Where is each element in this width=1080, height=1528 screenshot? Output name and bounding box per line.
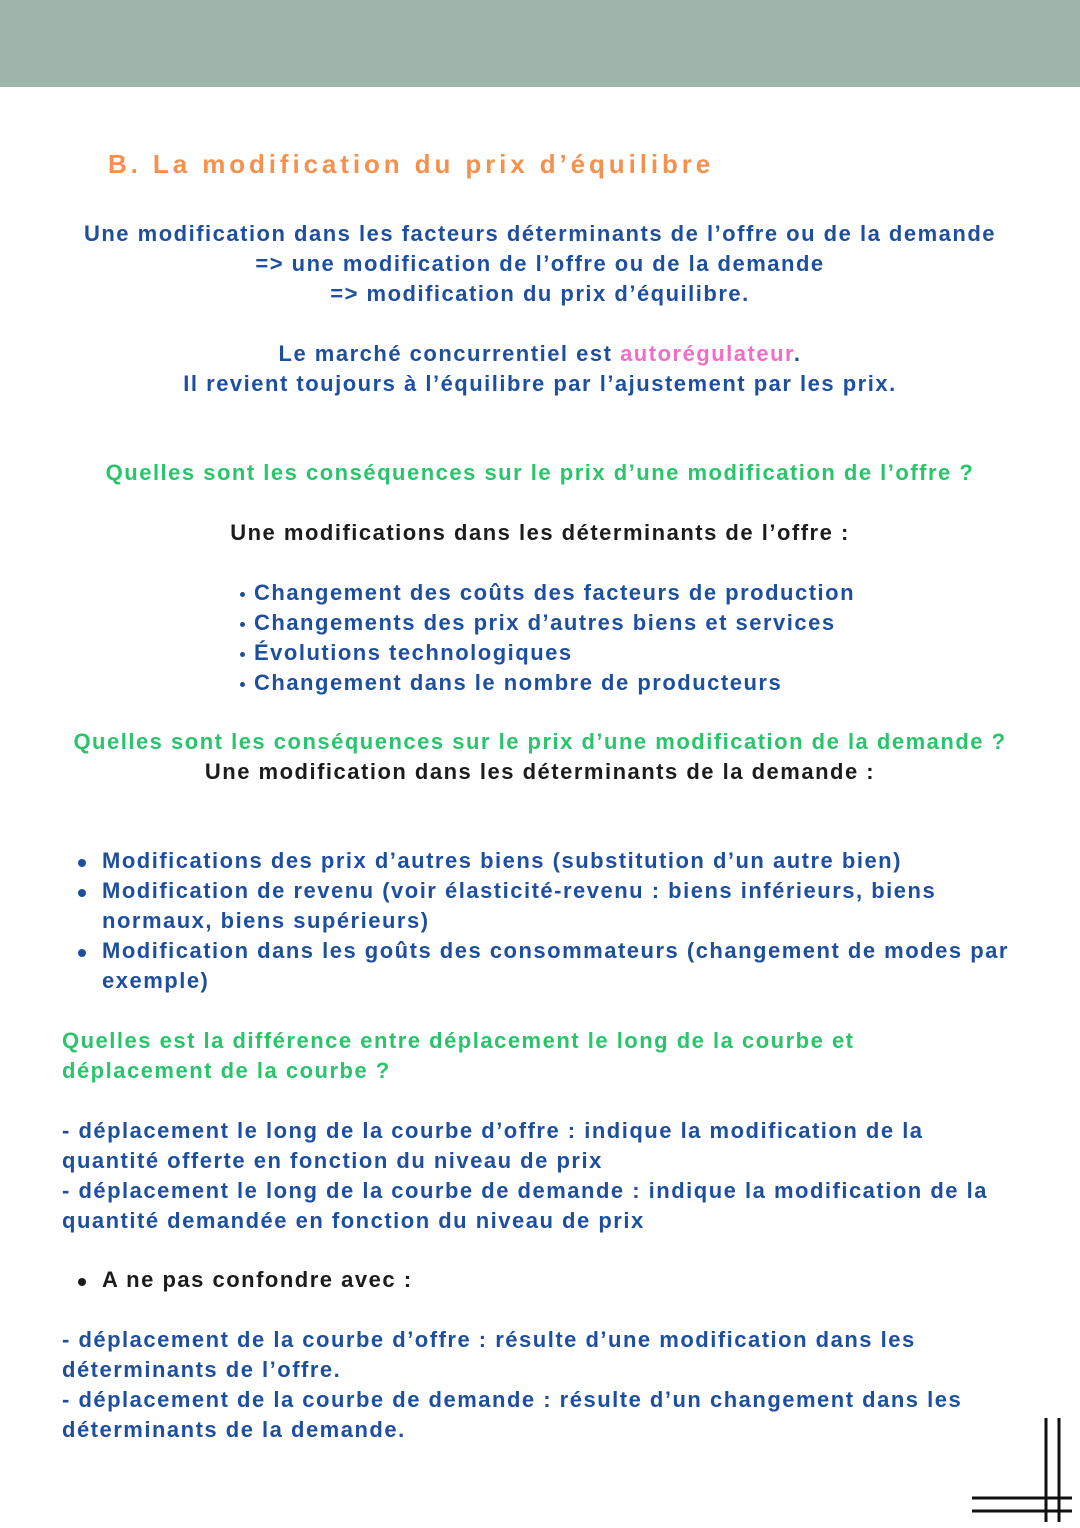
question-line: déplacement de la courbe ? [62, 1058, 391, 1083]
bullet-icon [78, 859, 86, 867]
demand-question: Quelles sont les conséquences sur le prix d’une modification de la demande ? [73, 729, 1007, 754]
section-heading: B. La modification du prix d’équilibre [108, 149, 715, 179]
highlight-term: autorégulateur [620, 341, 794, 366]
along-line: quantité demandée en fonction du niveau de prix [62, 1208, 645, 1233]
bullet-icon [240, 652, 245, 657]
shift-line: déterminants de la demande. [62, 1417, 406, 1442]
list-item-text: normaux, biens supérieurs) [102, 908, 430, 933]
question-line: Quelles est la différence entre déplacement le long de la courbe et [62, 1028, 855, 1053]
market-suffix: . [793, 341, 802, 366]
market-line-2: Il revient toujours à l’équilibre par l’ajustement par les prix. [183, 371, 897, 396]
along-curve-paragraph [62, 1116, 1052, 1236]
supply-question: Quelles sont les conséquences sur le prix d’une modification de l’offre ? [105, 460, 975, 485]
supply-determinants-list [238, 578, 1058, 698]
list-item-text: Modifications des prix d’autres biens (substitution d’un autre bien) [102, 848, 902, 873]
list-item-text: Modification dans les goûts des consommateurs (changement de modes par [102, 938, 1009, 963]
list-item [62, 1265, 1052, 1295]
shift-line: - déplacement de la courbe de demande : résulte d’un changement dans les [62, 1387, 963, 1412]
bullet-icon [240, 622, 245, 627]
bullet-icon [78, 1278, 86, 1286]
difference-question [62, 1026, 1052, 1086]
list-item [62, 846, 1052, 876]
curve-shift-paragraph [62, 1325, 1052, 1445]
list-item-text: Changement des coûts des facteurs de production [254, 580, 856, 605]
list-item-text: Changement dans le nombre de producteurs [254, 670, 783, 695]
list-item [62, 936, 1052, 996]
list-item [238, 638, 1058, 668]
warning-text: A ne pas confondre avec : [102, 1267, 413, 1292]
intro-line: Une modification dans les facteurs déterminants de l’offre ou de la demande [83, 221, 996, 246]
header-band [0, 0, 1080, 87]
along-line: - déplacement le long de la courbe de demande : indique la modification de la [62, 1178, 988, 1203]
shift-line: déterminants de l’offre. [62, 1357, 342, 1382]
bullet-icon [78, 949, 86, 957]
list-item [238, 608, 1058, 638]
warning-list [62, 1265, 1052, 1295]
list-item [62, 876, 1052, 936]
corner-hash-decoration [960, 1410, 1080, 1528]
demand-question-group [0, 727, 1080, 787]
demand-determinants-list [62, 846, 1052, 996]
bullet-icon [240, 592, 245, 597]
market-line [0, 339, 1080, 369]
list-item [238, 578, 1058, 608]
list-item [238, 668, 1058, 698]
intro-line: => modification du prix d’équilibre. [330, 281, 750, 306]
demand-intro: Une modification dans les déterminants de la demande : [204, 759, 876, 784]
along-line: quantité offerte en fonction du niveau de prix [62, 1148, 603, 1173]
shift-line: - déplacement de la courbe d’offre : résulte d’une modification dans les [62, 1327, 916, 1352]
list-item-text: Modification de revenu (voir élasticité-revenu : biens inférieurs, biens [102, 878, 937, 903]
supply-intro: Une modifications dans les déterminants de l’offre : [230, 520, 850, 545]
intro-line: => une modification de l’offre ou de la demande [255, 251, 825, 276]
bullet-icon [78, 889, 86, 897]
along-line: - déplacement le long de la courbe d’offre : indique la modification de la [62, 1118, 924, 1143]
list-item-text: Évolutions technologiques [254, 640, 573, 665]
intro-paragraph [0, 219, 1080, 309]
bullet-icon [240, 682, 245, 687]
list-item-text: exemple) [102, 968, 210, 993]
market-prefix: Le marché concurrentiel est [278, 341, 621, 366]
market-paragraph [0, 339, 1080, 399]
list-item-text: Changements des prix d’autres biens et services [254, 610, 836, 635]
